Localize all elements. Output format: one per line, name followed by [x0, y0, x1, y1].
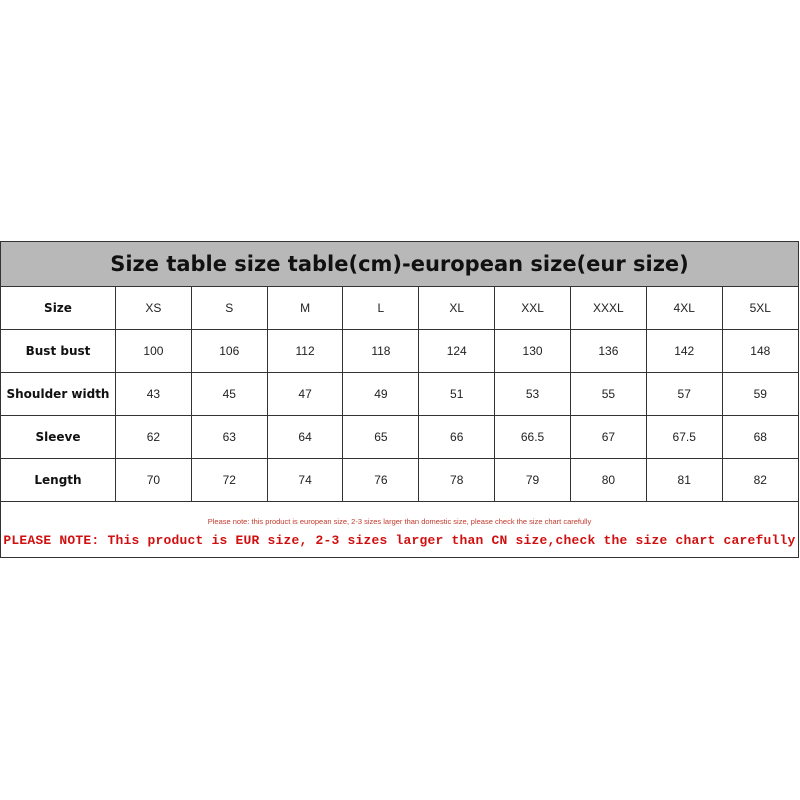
measurement-cell: 63 [191, 416, 267, 459]
measurement-cell: 49 [343, 373, 419, 416]
size-header-cell: XS [116, 287, 192, 330]
measurement-cell: 66.5 [495, 416, 571, 459]
measurement-cell: 136 [570, 330, 646, 373]
measurement-cell: 62 [116, 416, 192, 459]
table-row [1, 416, 798, 459]
row-label: Bust bust [1, 330, 116, 373]
measurement-cell: 67.5 [646, 416, 722, 459]
size-header-cell: L [343, 287, 419, 330]
measurement-cell: 67 [570, 416, 646, 459]
measurement-cell: 124 [419, 330, 495, 373]
measurement-cell: 74 [267, 459, 343, 502]
measurement-cell: 118 [343, 330, 419, 373]
table-row [1, 330, 798, 373]
table-row [1, 287, 798, 330]
size-header-cell: 5XL [722, 287, 798, 330]
measurement-cell: 78 [419, 459, 495, 502]
size-header-cell: XL [419, 287, 495, 330]
table-row [1, 373, 798, 416]
measurement-cell: 82 [722, 459, 798, 502]
measurement-cell: 65 [343, 416, 419, 459]
measurement-cell: 130 [495, 330, 571, 373]
measurement-cell: 112 [267, 330, 343, 373]
size-table-body [1, 287, 798, 502]
measurement-cell: 57 [646, 373, 722, 416]
measurement-cell: 70 [116, 459, 192, 502]
measurement-cell: 51 [419, 373, 495, 416]
measurement-cell: 47 [267, 373, 343, 416]
measurement-cell: 80 [570, 459, 646, 502]
measurement-cell: 72 [191, 459, 267, 502]
measurement-cell: 81 [646, 459, 722, 502]
row-label: Sleeve [1, 416, 116, 459]
note-large: PLEASE NOTE: This product is EUR size, 2-3 sizes larger than CN size,check the size chart carefully [3, 532, 796, 548]
measurement-cell: 68 [722, 416, 798, 459]
row-label: Size [1, 287, 116, 330]
measurement-cell: 53 [495, 373, 571, 416]
size-header-cell: XXL [495, 287, 571, 330]
measurement-cell: 106 [191, 330, 267, 373]
chart-title: Size table size table(cm)-european size(eur size) [1, 242, 798, 287]
size-table [1, 287, 798, 502]
measurement-cell: 76 [343, 459, 419, 502]
size-chart [0, 241, 799, 558]
measurement-cell: 79 [495, 459, 571, 502]
measurement-cell: 66 [419, 416, 495, 459]
size-header-cell: M [267, 287, 343, 330]
measurement-cell: 45 [191, 373, 267, 416]
measurement-cell: 43 [116, 373, 192, 416]
table-row [1, 459, 798, 502]
notes-section [1, 502, 798, 562]
measurement-cell: 55 [570, 373, 646, 416]
measurement-cell: 148 [722, 330, 798, 373]
measurement-cell: 64 [267, 416, 343, 459]
measurement-cell: 59 [722, 373, 798, 416]
size-header-cell: 4XL [646, 287, 722, 330]
row-label: Length [1, 459, 116, 502]
row-label: Shoulder width [1, 373, 116, 416]
size-header-cell: S [191, 287, 267, 330]
size-header-cell: XXXL [570, 287, 646, 330]
measurement-cell: 142 [646, 330, 722, 373]
note-small: Please note: this product is european size, 2-3 sizes larger than domestic size, please check the size chart carefully [207, 516, 592, 526]
measurement-cell: 100 [116, 330, 192, 373]
